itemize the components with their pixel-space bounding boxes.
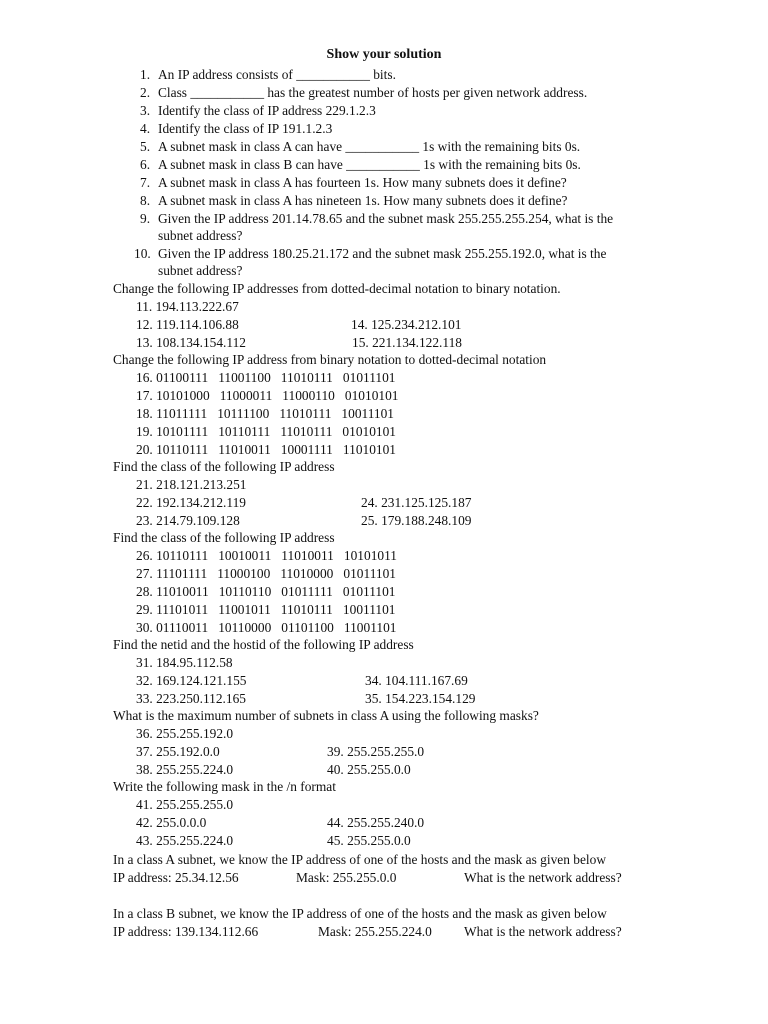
question-32: 32. 169.124.121.155	[136, 673, 247, 688]
question-39: 39. 255.255.255.0	[327, 744, 425, 759]
question-43: 43. 255.255.224.0	[136, 833, 234, 848]
question-text: Identify the class of IP 191.1.2.3	[158, 121, 333, 136]
section-heading-binary-to-decimal: Change the following IP address from binary notation to dotted-decimal notation	[113, 352, 547, 367]
question-14: 14. 125.234.212.101	[351, 317, 462, 332]
class-b-question: What is the network address?	[464, 924, 622, 939]
question-41: 41. 255.255.255.0	[136, 797, 234, 812]
question-number: 5.	[140, 139, 151, 154]
question-22: 22. 192.134.212.119	[136, 495, 246, 510]
question-text-continued: subnet address?	[158, 263, 243, 278]
question-36: 36. 255.255.192.0	[136, 726, 234, 741]
question-13: 13. 108.134.154.112	[136, 335, 246, 350]
section-heading-n-format: Write the following mask in the /n format	[113, 779, 336, 794]
question-26: 26. 10110111 10010011 11010011 10101011	[136, 548, 397, 563]
question-number: 3.	[140, 103, 151, 118]
question-40: 40. 255.255.0.0	[327, 762, 411, 777]
question-31: 31. 184.95.112.58	[136, 655, 233, 670]
question-text: A subnet mask in class A can have ___________ 1s with the remaining bits 0s.	[158, 139, 581, 154]
question-text: A subnet mask in class A has fourteen 1s. How many subnets does it define?	[158, 175, 567, 190]
question-34: 34. 104.111.167.69	[365, 673, 468, 688]
question-29: 29. 11101011 11001011 11010111 10011101	[136, 602, 396, 617]
question-24: 24. 231.125.125.187	[361, 495, 472, 510]
question-text: An IP address consists of ___________ bits.	[158, 67, 396, 82]
section-heading-find-class-binary: Find the class of the following IP address	[113, 530, 335, 545]
section-heading-find-class-decimal: Find the class of the following IP address	[113, 459, 335, 474]
question-number: 4.	[140, 121, 151, 136]
question-number: 1.	[140, 67, 151, 82]
question-28: 28. 11010011 10110110 01011111 01011101	[136, 584, 396, 599]
question-45: 45. 255.255.0.0	[327, 833, 411, 848]
question-text: Given the IP address 201.14.78.65 and the subnet mask 255.255.255.254, what is the	[158, 211, 614, 226]
question-text: Identify the class of IP address 229.1.2.3	[158, 103, 376, 118]
class-b-ip-address: IP address: 139.134.112.66	[113, 924, 259, 939]
question-38: 38. 255.255.224.0	[136, 762, 234, 777]
question-number: 9.	[140, 211, 151, 226]
class-a-ip-address: IP address: 25.34.12.56	[113, 870, 239, 885]
question-18: 18. 11011111 10111100 11010111 10011101	[136, 406, 395, 421]
question-15: 15. 221.134.122.118	[352, 335, 462, 350]
question-35: 35. 154.223.154.129	[365, 691, 476, 706]
section-heading-netid-hostid: Find the netid and the hostid of the following IP address	[113, 637, 414, 652]
class-a-subnet-problem: In a class A subnet, we know the IP address of one of the hosts and the mask as given below	[113, 852, 607, 867]
page-title: Show your solution	[326, 47, 442, 62]
question-30: 30. 01110011 10110000 01101100 11001101	[136, 620, 397, 635]
question-44: 44. 255.255.240.0	[327, 815, 425, 830]
class-a-mask: Mask: 255.255.0.0	[296, 870, 397, 885]
question-12: 12. 119.114.106.88	[136, 317, 239, 332]
question-20: 20. 10110111 11010011 10001111 11010101	[136, 442, 396, 457]
question-number: 10.	[134, 246, 151, 261]
question-text: A subnet mask in class A has nineteen 1s. How many subnets does it define?	[158, 193, 568, 208]
question-text: Given the IP address 180.25.21.172 and the subnet mask 255.255.192.0, what is the	[158, 246, 607, 261]
question-23: 23. 214.79.109.128	[136, 513, 240, 528]
section-heading-decimal-to-binary: Change the following IP addresses from dotted-decimal notation to binary notation.	[113, 281, 561, 296]
question-number: 6.	[140, 157, 151, 172]
question-25: 25. 179.188.248.109	[361, 513, 472, 528]
class-b-subnet-problem: In a class B subnet, we know the IP address of one of the hosts and the mask as given below	[113, 906, 607, 921]
question-number: 2.	[140, 85, 151, 100]
question-21: 21. 218.121.213.251	[136, 477, 247, 492]
question-11: 11. 194.113.222.67	[136, 299, 239, 314]
question-number: 8.	[140, 193, 151, 208]
question-19: 19. 10101111 10110111 11010111 01010101	[136, 424, 396, 439]
question-33: 33. 223.250.112.165	[136, 691, 246, 706]
question-text-continued: subnet address?	[158, 228, 243, 243]
question-37: 37. 255.192.0.0	[136, 744, 220, 759]
question-number: 7.	[140, 175, 151, 190]
question-16: 16. 01100111 11001100 11010111 01011101	[136, 370, 396, 385]
class-b-mask: Mask: 255.255.224.0	[318, 924, 432, 939]
section-heading-max-subnets: What is the maximum number of subnets in class A using the following masks?	[113, 708, 539, 723]
question-27: 27. 11101111 11000100 11010000 01011101	[136, 566, 396, 581]
question-42: 42. 255.0.0.0	[136, 815, 207, 830]
question-17: 17. 10101000 11000011 11000110 01010101	[136, 388, 399, 403]
question-text: A subnet mask in class B can have ___________ 1s with the remaining bits 0s.	[158, 157, 581, 172]
class-a-question: What is the network address?	[464, 870, 622, 885]
question-text: Class ___________ has the greatest number of hosts per given network address.	[158, 85, 588, 100]
